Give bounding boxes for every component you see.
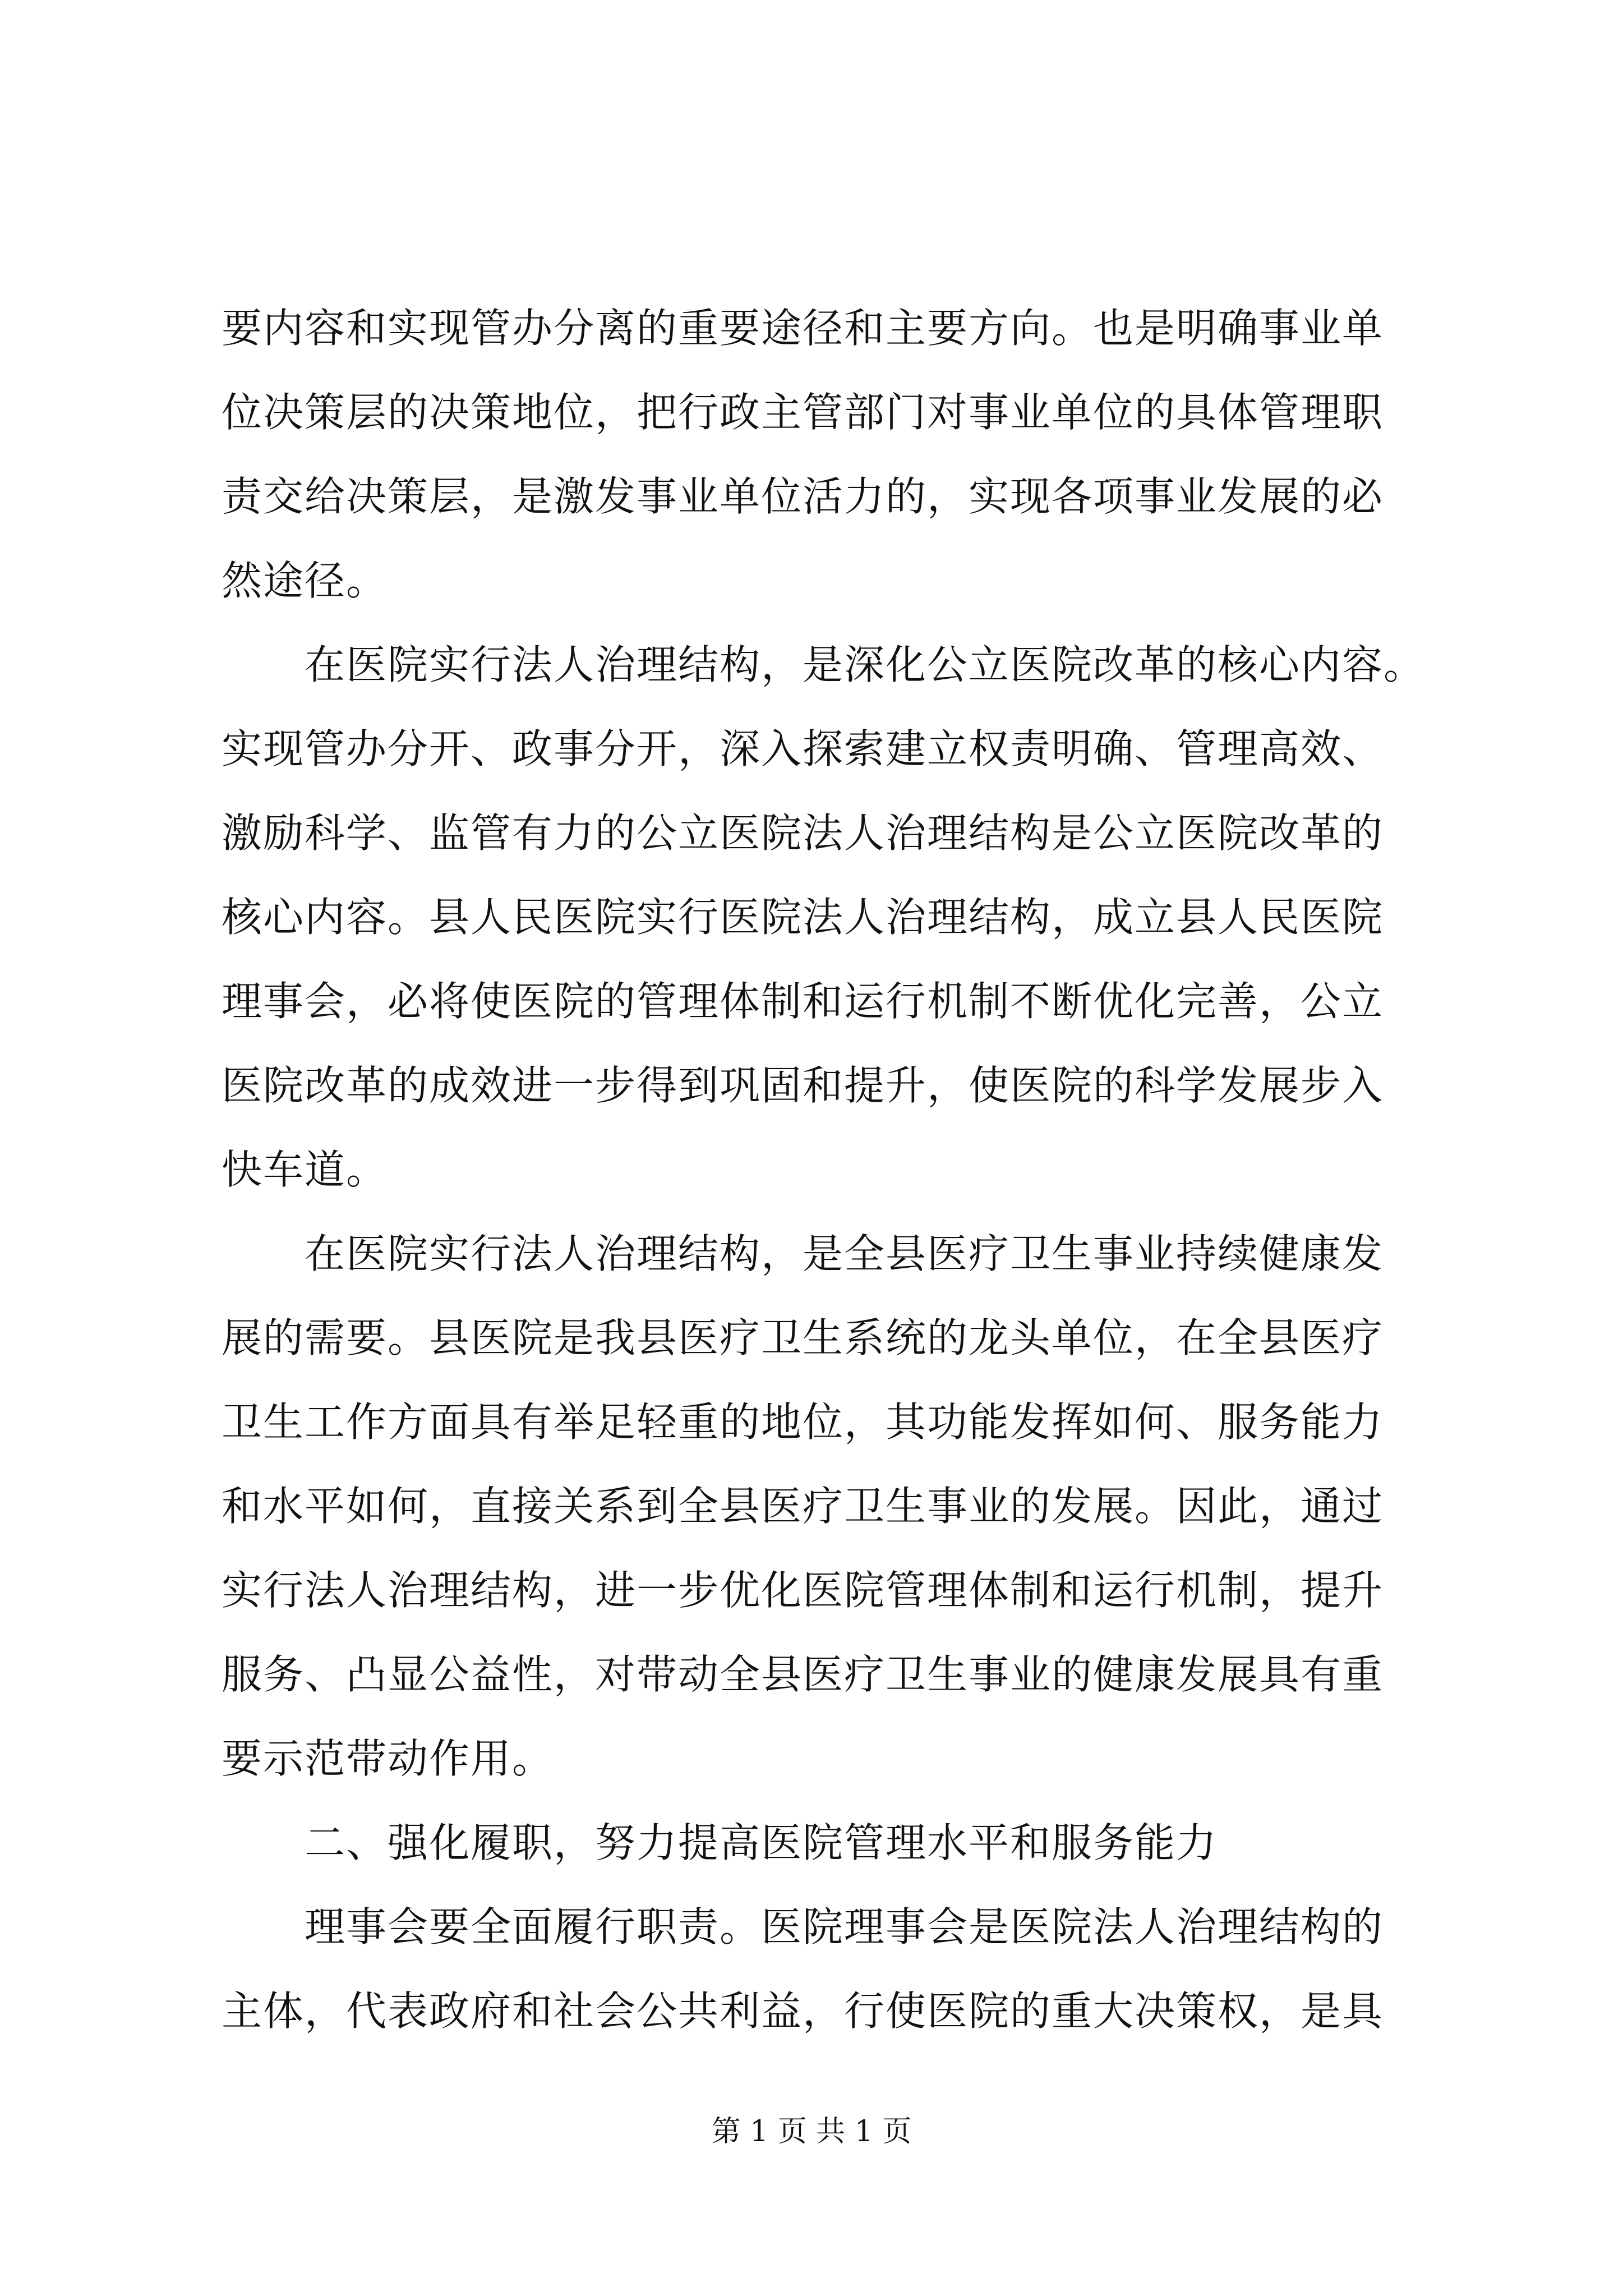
text-line: 核心内容。县人民医院实行医院法人治理结构，成立县人民医院	[222, 894, 1384, 941]
text-line: 位决策层的决策地位，把行政主管部门对事业单位的具体管理职	[222, 389, 1384, 436]
text-line: 然途径。	[222, 557, 388, 604]
text-line: 和水平如何，直接关系到全县医疗卫生事业的发展。因此，通过	[222, 1483, 1384, 1530]
text-line: 在医院实行法人治理结构，是全县医疗卫生事业持续健康发	[222, 1230, 1384, 1277]
text-line: 激励科学、监管有力的公立医院法人治理结构是公立医院改革的	[222, 809, 1384, 857]
text-line: 快车道。	[222, 1146, 388, 1193]
text-line: 展的需要。县医院是我县医疗卫生系统的龙头单位，在全县医疗	[222, 1314, 1384, 1361]
text-line: 理事会要全面履行职责。医院理事会是医院法人治理结构的	[222, 1903, 1384, 1950]
text-line: 实行法人治理结构，进一步优化医院管理体制和运行机制，提升	[222, 1567, 1384, 1614]
text-line: 医院改革的成效进一步得到巩固和提升，使医院的科学发展步入	[222, 1062, 1384, 1109]
text-line: 要内容和实现管办分离的重要途径和主要方向。也是明确事业单	[222, 305, 1384, 352]
text-line: 要示范带动作用。	[222, 1735, 554, 1782]
text-line: 理事会，必将使医院的管理体制和运行机制不断优化完善，公立	[222, 978, 1384, 1025]
section-heading: 二、强化履职，努力提高医院管理水平和服务能力	[222, 1819, 1218, 1866]
text-line: 实现管办分开、政事分开，深入探索建立权责明确、管理高效、	[222, 725, 1384, 772]
text-line: 服务、凸显公益性，对带动全县医疗卫生事业的健康发展具有重	[222, 1651, 1384, 1698]
text-line: 责交给决策层，是激发事业单位活力的，实现各项事业发展的必	[222, 473, 1384, 520]
text-line: 主体，代表政府和社会公共利益，行使医院的重大决策权，是具	[222, 1987, 1384, 2035]
text-line: 卫生工作方面具有举足轻重的地位，其功能发挥如何、服务能力	[222, 1398, 1384, 1446]
text-line: 在医院实行法人治理结构，是深化公立医院改革的核心内容。	[222, 641, 1426, 688]
page-footer: 第 1 页 共 1 页	[711, 2115, 912, 2148]
document-body	[222, 286, 1444, 2053]
